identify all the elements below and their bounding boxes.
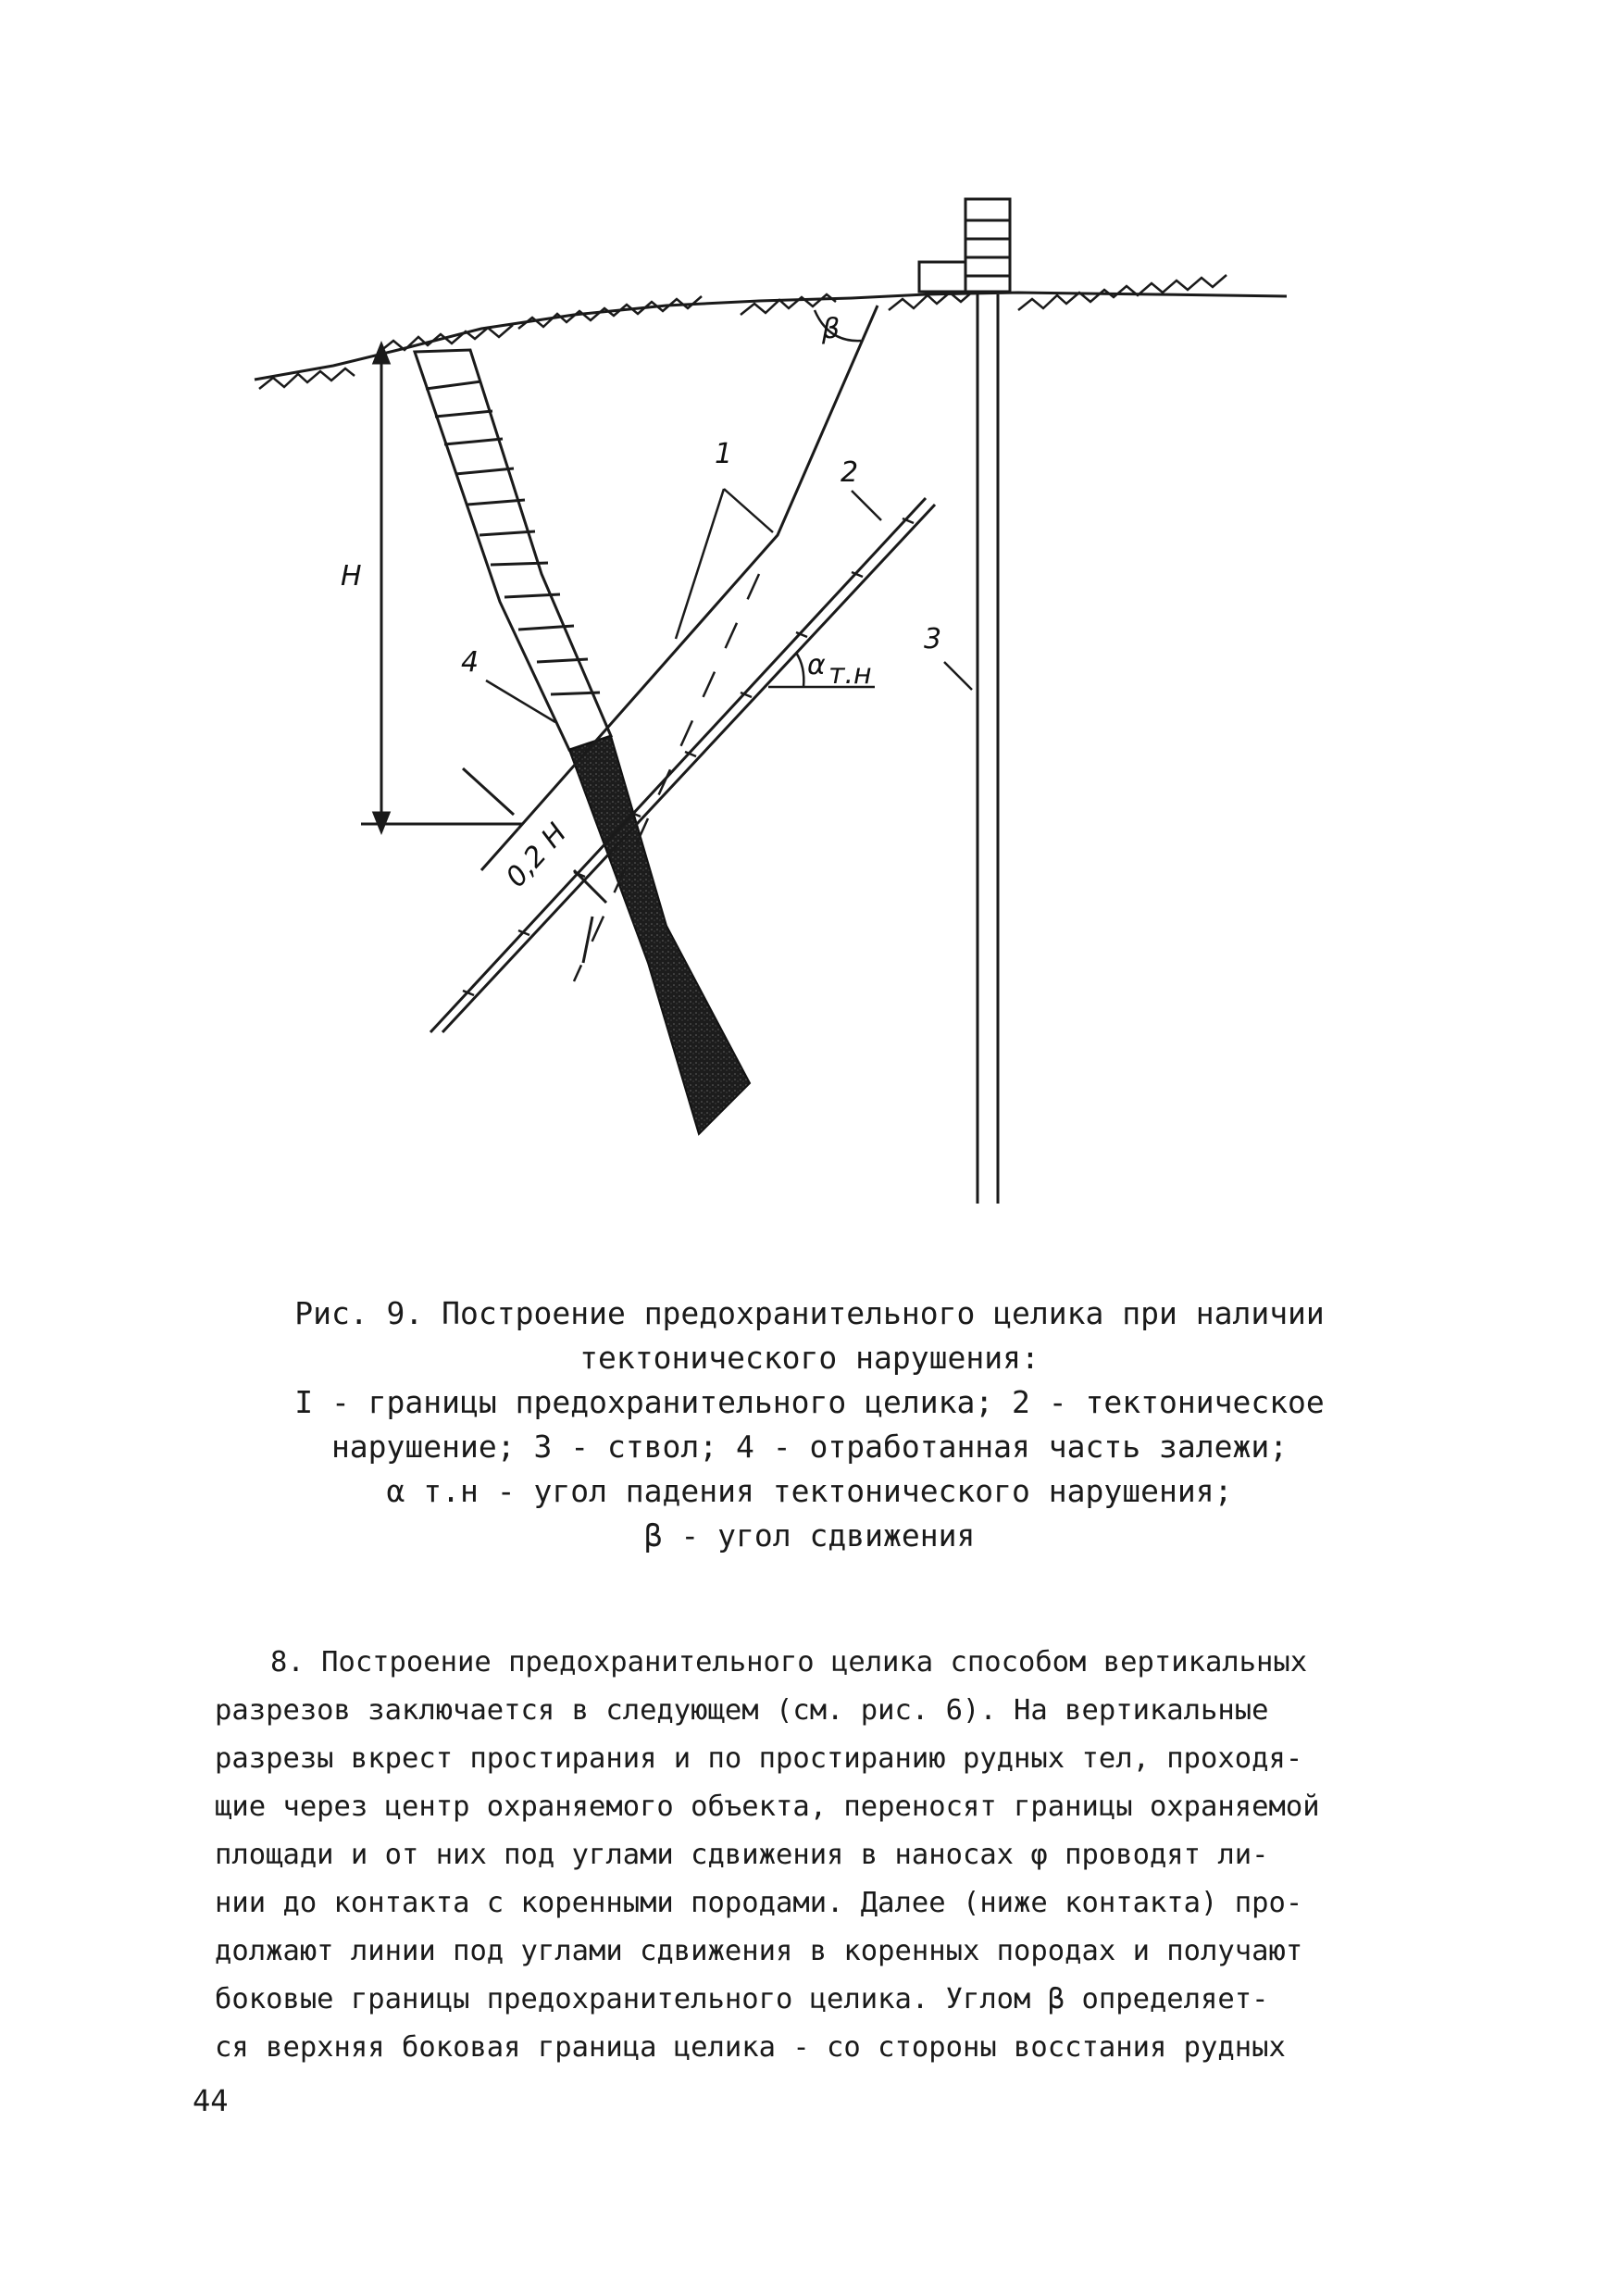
body-line: разрезы вкрест простирания и по простиранию рудных тел, проходя- [215, 1742, 1303, 1775]
body-line: площади и от них под углами сдвижения в наносах φ проводят ли- [215, 1839, 1269, 1871]
body-line: должают линии под углами сдвижения в коренных породах и получают [215, 1935, 1303, 1967]
worked-out-ore-body [415, 350, 611, 750]
body-line: нии до контакта с коренными породами. Далее (ниже контакта) про- [215, 1887, 1303, 1919]
body-line: боковые границы предохранительного целика. Углом β определяет- [215, 1983, 1269, 2015]
body-paragraph [215, 1639, 1446, 2072]
headframe-building [919, 199, 1010, 292]
label-alpha: α [807, 649, 826, 681]
ground-surface-line [255, 293, 1287, 380]
label-3: 3 [924, 623, 942, 655]
label-1: 1 [715, 438, 733, 470]
caption-line: α т.н - угол падения тектонического нарушения; [386, 1473, 1233, 1509]
caption-line: тектонического нарушения: [579, 1340, 1040, 1376]
ore-body-remaining [569, 736, 750, 1134]
label-beta: β [822, 313, 841, 345]
page-number: 44 [193, 2083, 229, 2118]
shaft [978, 294, 998, 1204]
label-4: 4 [461, 646, 479, 679]
body-line: щие через центр охраняемого объекта, переносят границы охраняемой [215, 1791, 1320, 1823]
caption-line: β - угол сдвижения [643, 1517, 976, 1554]
figure-caption [0, 1292, 1619, 1558]
label-alpha-sub: т.н [828, 658, 872, 691]
body-line: разрезов заключается в следующем (см. рис. 6). На вертикальные [215, 1694, 1269, 1727]
label-h: H [341, 560, 362, 593]
body-line: ся верхняя боковая граница целика - со стороны восстания рудных [215, 2031, 1286, 2064]
label-2: 2 [841, 456, 859, 489]
label-zero-two-h: 0,2 H [499, 817, 574, 894]
caption-line: Рис. 9. Построение предохранительного целика при наличии [294, 1295, 1325, 1331]
caption-line: нарушение; 3 - ствол; 4 - отработанная часть залежи; [330, 1429, 1289, 1465]
caption-line: I - границы предохранительного целика; 2 - тектоническое [294, 1384, 1325, 1420]
body-line: 8. Построение предохранительного целика способом вертикальных [270, 1646, 1308, 1678]
